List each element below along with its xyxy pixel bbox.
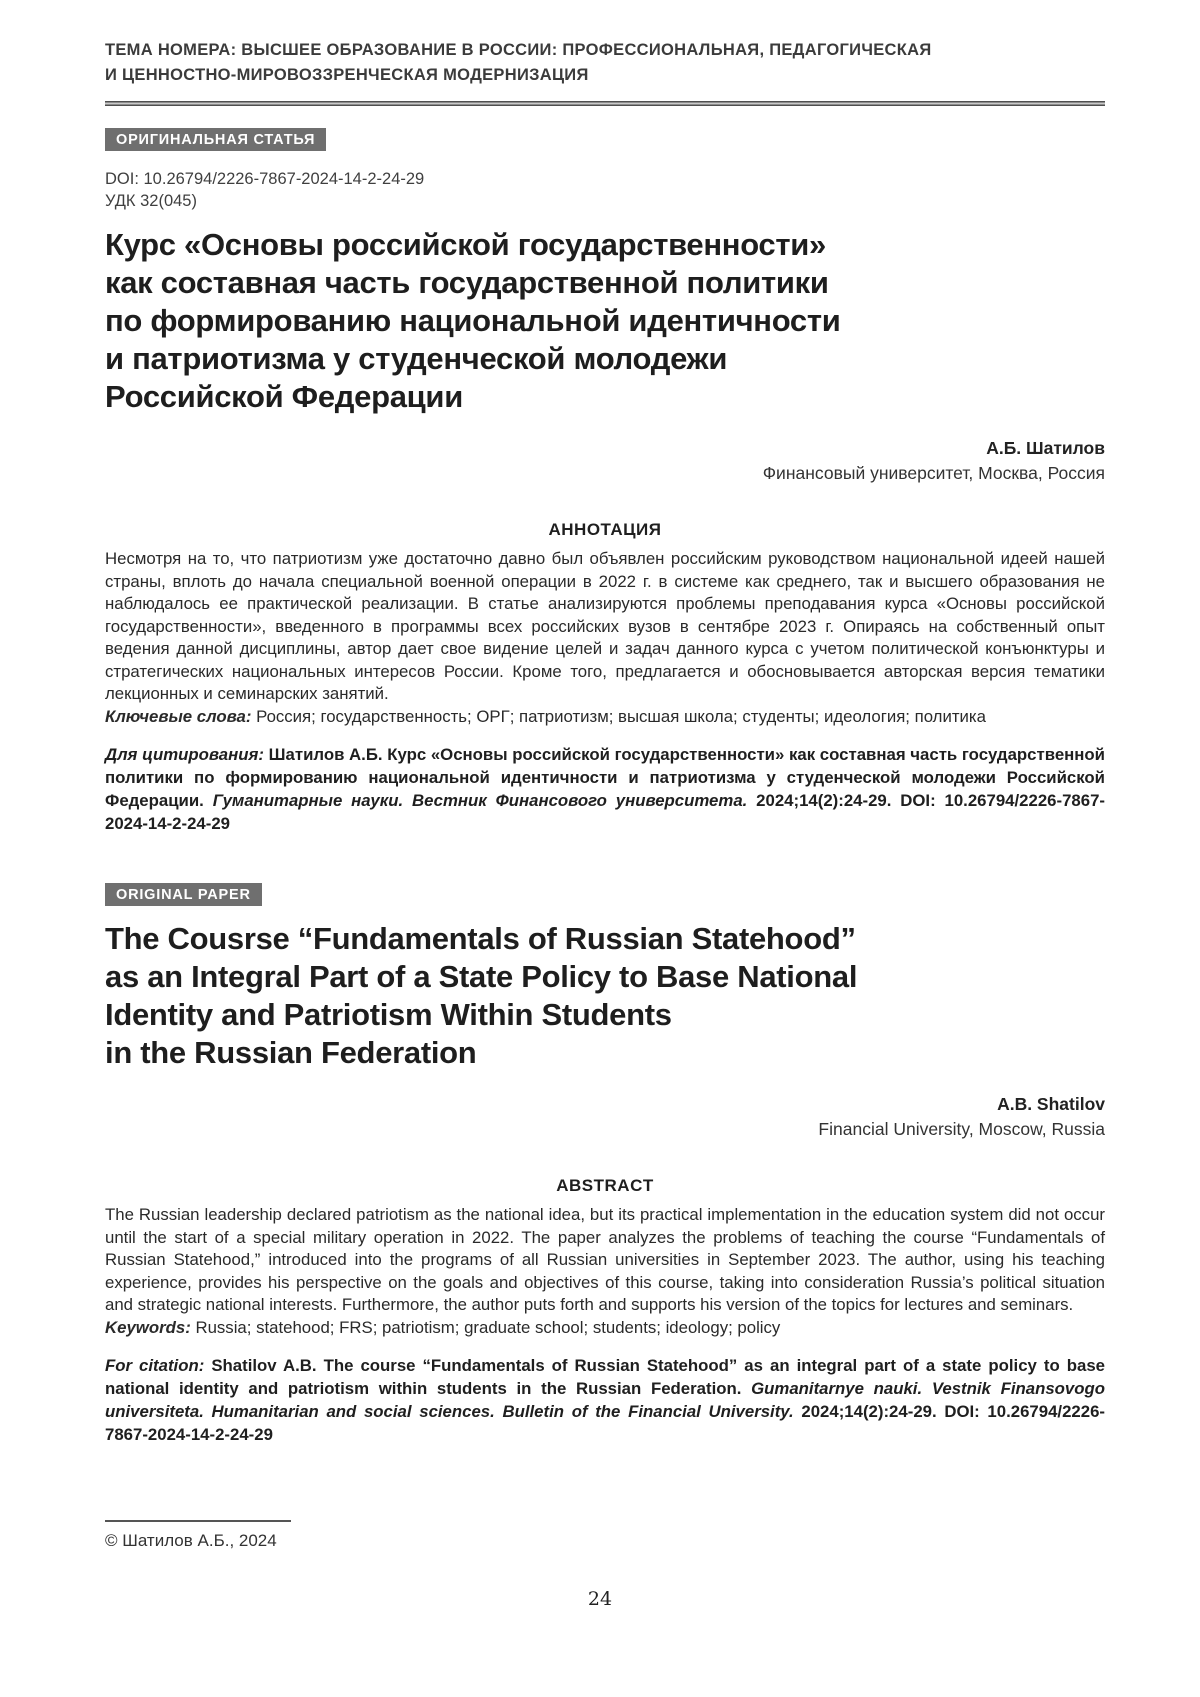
article-meta — [105, 168, 1105, 212]
copyright-footnote — [105, 1520, 291, 1551]
author-block-en — [105, 1092, 1105, 1142]
doi-line: DOI: 10.26794/2226-7867-2024-14-2-24-29 — [105, 170, 425, 188]
author-block-ru — [105, 436, 1105, 486]
title-line: Российской Федерации — [105, 379, 463, 414]
issue-topic-header — [105, 38, 1105, 88]
udk-line: УДК 32(045) — [105, 192, 197, 210]
article-title-ru — [105, 226, 1105, 416]
citation-journal-en: Gumanitarnye nauki. Vestnik Finansovogo universiteta. Humanitarian and social sciences. Bulletin of the Financial University. — [105, 1379, 1106, 1421]
abstract-text-ru: Несмотря на то, что патриотизм уже достаточно давно был объявлен российским руководством национальной идеей нашей страны, вплоть до начала специальной военной операции в 2022 г. в системе как среднего, так и высшего образования не наблюдалось ее практической реализации. В статье анализируются проблемы преподавания курса «Основы российской государственности», введенного в программы всех российских вузов в сентябре 2023 г. Опираясь на собственный опыт ведения данной дисциплины, автор дает свое видение целей и задач данного курса с учетом политической конъюнктуры и стратегических национальных интересов России. Кроме того, предлагается и обосновывается авторская версия тематики лекционных и семинарских занятий. — [105, 549, 1105, 703]
title-line: The Cousrse “Fundamentals of Russian Statehood” — [105, 921, 856, 956]
page-number: 24 — [587, 1588, 613, 1610]
article-type-badge-en: ORIGINAL PAPER — [105, 883, 262, 906]
title-line: as an Integral Part of a State Policy to Base National — [105, 959, 858, 994]
abstract-heading-en: ABSTRACT — [556, 1176, 654, 1195]
citation-label-ru: Для цитирования: — [105, 745, 264, 764]
citation-tail-en: 2024;14(2):24-29. DOI: 10.26794/2226-7867-2024-14-2-24-29 — [105, 1402, 1106, 1444]
citation-journal-ru: Гуманитарные науки. Вестник Финансового университета. — [212, 791, 748, 810]
citation-text-ru: Шатилов А.Б. Курс «Основы российской государственности» как составная часть государственной политики по формированию национальной идентичности и патриотизма у студенческой молодежи Российской Федерации. — [105, 745, 1105, 810]
title-line: in the Russian Federation — [105, 1035, 477, 1070]
article-title-en — [105, 920, 1105, 1072]
title-line: Курс «Основы российской государственности» — [105, 227, 826, 262]
abstract-text-en: The Russian leadership declared patriotism as the national idea, but its practical implementation in the education system did not occur until the start of a special military operation in 2022. The paper analyzes the problems of teaching the course “Fundamentals of Russian Statehood,” introduced into the programs of all Russian universities in September 2023. The author, using his teaching experience, provides his perspective on the goals and objectives of this course, taking into consideration Russia’s political situation and strategic national interests. Furthermore, the author puts forth and supports his version of the topics for lectures and seminars. — [105, 1205, 1105, 1314]
keywords-text-en: Russia; statehood; FRS; patriotism; graduate school; students; ideology; policy — [195, 1317, 781, 1337]
author-name-ru: А.Б. Шатилов — [986, 438, 1105, 458]
issue-topic-line-1: ТЕМА НОМЕРА: ВЫСШЕЕ ОБРАЗОВАНИЕ В РОССИИ: ПРОФЕССИОНАЛЬНАЯ, ПЕДАГОГИЧЕСКАЯ — [105, 41, 932, 59]
citation-tail-ru: 2024;14(2):24-29. DOI: 10.26794/2226-7867-2024-14-2-24-29 — [105, 791, 1105, 833]
author-affiliation-en: Financial University, Moscow, Russia — [818, 1119, 1105, 1139]
keywords-text-ru: Россия; государственность; ОРГ; патриотизм; высшая школа; студенты; идеология; политика — [256, 706, 986, 726]
citation-label-en: For citation: — [105, 1356, 205, 1375]
author-affiliation-ru: Финансовый университет, Москва, Россия — [762, 463, 1105, 483]
keywords-en — [105, 1317, 1105, 1340]
issue-topic-line-2: И ЦЕННОСТНО-МИРОВОЗЗРЕНЧЕСКАЯ МОДЕРНИЗАЦИЯ — [105, 66, 589, 84]
keywords-ru — [105, 706, 1105, 729]
title-line: как составная часть государственной политики — [105, 265, 829, 300]
citation-en — [105, 1354, 1105, 1446]
copyright-notice: © Шатилов А.Б., 2024 — [105, 1531, 277, 1550]
article-type-badge-ru: ОРИГИНАЛЬНАЯ СТАТЬЯ — [105, 128, 326, 151]
author-name-en: A.B. Shatilov — [997, 1094, 1105, 1114]
citation-ru — [105, 743, 1105, 835]
footnote-divider — [105, 1520, 291, 1522]
keywords-label-ru: Ключевые слова: — [105, 706, 252, 726]
title-line: Identity and Patriotism Within Students — [105, 997, 672, 1032]
title-line: и патриотизма у студенческой молодежи — [105, 341, 728, 376]
title-line: по формированию национальной идентичности — [105, 303, 841, 338]
keywords-label-en: Keywords: — [105, 1317, 191, 1337]
citation-text-en: Shatilov A.B. The course “Fundamentals of Russian Statehood” as an integral part of a state policy to base national identity and patriotism within students in the Russian Federation. — [105, 1356, 1105, 1398]
abstract-heading-ru: АННОТАЦИЯ — [548, 520, 662, 539]
